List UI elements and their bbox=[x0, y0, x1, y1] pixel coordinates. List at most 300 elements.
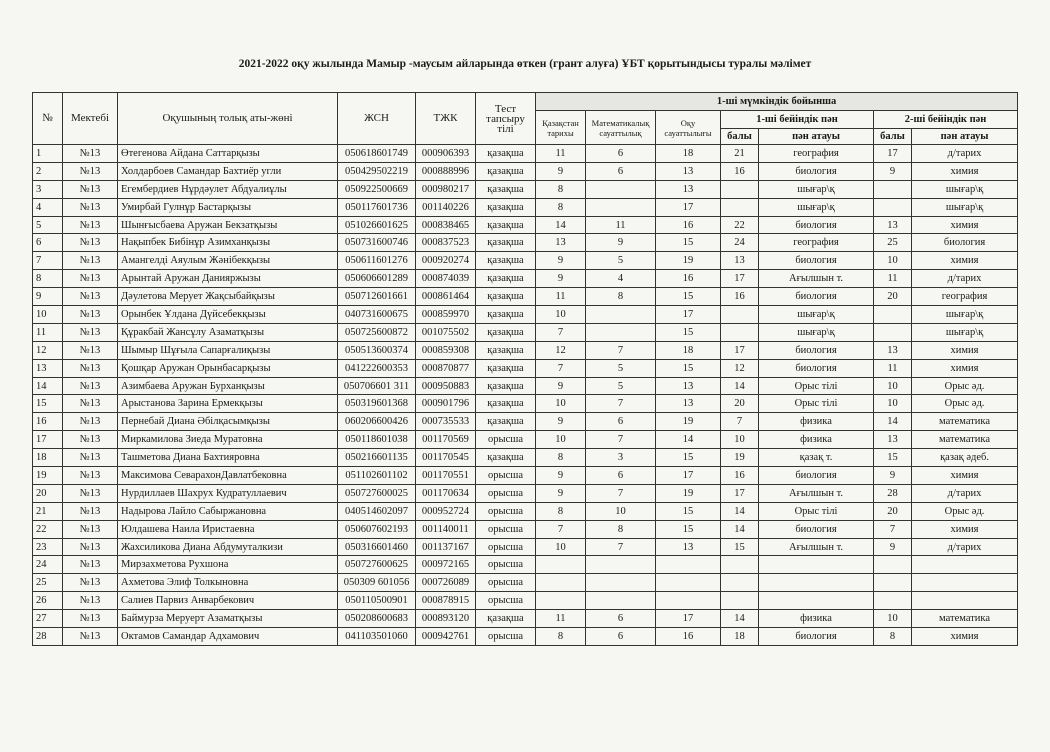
cell-reading: 13 bbox=[656, 538, 721, 556]
cell-jsn: 050110500901 bbox=[338, 592, 416, 610]
cell-math: 7 bbox=[586, 484, 656, 502]
cell-school: №13 bbox=[63, 198, 118, 216]
cell-score2: 9 bbox=[874, 467, 912, 485]
cell-school: №13 bbox=[63, 234, 118, 252]
cell-math: 6 bbox=[586, 145, 656, 163]
cell-reading: 15 bbox=[656, 234, 721, 252]
cell-math: 6 bbox=[586, 467, 656, 485]
cell-fullname: Қошқар Аружан Орынбасарқызы bbox=[118, 359, 338, 377]
cell-history: 11 bbox=[536, 610, 586, 628]
cell-score1: 14 bbox=[721, 520, 759, 538]
cell-fullname: Баймурза Меруерт Азаматқызы bbox=[118, 610, 338, 628]
table-row bbox=[33, 306, 1018, 324]
cell-math: 5 bbox=[586, 252, 656, 270]
cell-subject1: биология bbox=[759, 162, 874, 180]
cell-subject2: химия bbox=[912, 162, 1018, 180]
cell-history: 10 bbox=[536, 395, 586, 413]
cell-math: 8 bbox=[586, 288, 656, 306]
cell-num: 23 bbox=[33, 538, 63, 556]
table-row bbox=[33, 252, 1018, 270]
cell-num: 4 bbox=[33, 198, 63, 216]
cell-reading: 16 bbox=[656, 628, 721, 646]
cell-lang: орысша bbox=[476, 520, 536, 538]
cell-lang: қазақша bbox=[476, 162, 536, 180]
cell-subject2 bbox=[912, 574, 1018, 592]
cell-reading: 18 bbox=[656, 341, 721, 359]
table-row bbox=[33, 502, 1018, 520]
cell-score2: 10 bbox=[874, 610, 912, 628]
cell-history bbox=[536, 574, 586, 592]
cell-subject1: география bbox=[759, 145, 874, 163]
cell-jsn: 050316601460 bbox=[338, 538, 416, 556]
cell-score1: 22 bbox=[721, 216, 759, 234]
cell-subject1: география bbox=[759, 234, 874, 252]
cell-subject1 bbox=[759, 574, 874, 592]
cell-jsn: 050513600374 bbox=[338, 341, 416, 359]
cell-subject2 bbox=[912, 556, 1018, 574]
cell-score2: 10 bbox=[874, 252, 912, 270]
header-tjk: ТЖК bbox=[416, 93, 476, 145]
cell-school: №13 bbox=[63, 252, 118, 270]
cell-fullname: Өтегенова Айдана Саттарқызы bbox=[118, 145, 338, 163]
cell-history: 9 bbox=[536, 252, 586, 270]
cell-subject2: д/тарих bbox=[912, 270, 1018, 288]
cell-tjk: 000906393 bbox=[416, 145, 476, 163]
cell-score2 bbox=[874, 323, 912, 341]
cell-school: №13 bbox=[63, 162, 118, 180]
cell-score1 bbox=[721, 306, 759, 324]
cell-score2: 10 bbox=[874, 395, 912, 413]
cell-math: 9 bbox=[586, 234, 656, 252]
cell-subject1: биология bbox=[759, 216, 874, 234]
cell-subject2: химия bbox=[912, 216, 1018, 234]
cell-jsn: 050429502219 bbox=[338, 162, 416, 180]
cell-score1: 16 bbox=[721, 288, 759, 306]
cell-lang: қазақша bbox=[476, 306, 536, 324]
cell-school: №13 bbox=[63, 216, 118, 234]
cell-tjk: 001170551 bbox=[416, 467, 476, 485]
cell-jsn: 050712601661 bbox=[338, 288, 416, 306]
cell-score1: 16 bbox=[721, 467, 759, 485]
cell-score2: 9 bbox=[874, 538, 912, 556]
cell-school: №13 bbox=[63, 556, 118, 574]
cell-history: 10 bbox=[536, 306, 586, 324]
cell-reading: 13 bbox=[656, 395, 721, 413]
header-school: Мектебі bbox=[63, 93, 118, 145]
cell-num: 20 bbox=[33, 484, 63, 502]
cell-history: 9 bbox=[536, 484, 586, 502]
cell-tjk: 001075502 bbox=[416, 323, 476, 341]
cell-lang: қазақша bbox=[476, 288, 536, 306]
table-body bbox=[33, 145, 1018, 646]
cell-reading: 17 bbox=[656, 198, 721, 216]
cell-jsn: 050208600683 bbox=[338, 610, 416, 628]
cell-lang: қазақша bbox=[476, 413, 536, 431]
cell-subject1: қазақ т. bbox=[759, 449, 874, 467]
cell-num: 1 bbox=[33, 145, 63, 163]
cell-jsn: 041222600353 bbox=[338, 359, 416, 377]
cell-school: №13 bbox=[63, 592, 118, 610]
cell-reading bbox=[656, 556, 721, 574]
cell-lang: орысша bbox=[476, 484, 536, 502]
cell-subject1 bbox=[759, 592, 874, 610]
table-row bbox=[33, 556, 1018, 574]
cell-subject1: Орыс тілі bbox=[759, 395, 874, 413]
cell-fullname: Юлдашева Наила Иристаевна bbox=[118, 520, 338, 538]
cell-history: 8 bbox=[536, 198, 586, 216]
cell-math: 3 bbox=[586, 449, 656, 467]
cell-school: №13 bbox=[63, 359, 118, 377]
cell-subject2: шығар\қ bbox=[912, 198, 1018, 216]
cell-num: 12 bbox=[33, 341, 63, 359]
cell-math bbox=[586, 574, 656, 592]
cell-lang: орысша bbox=[476, 538, 536, 556]
cell-history: 7 bbox=[536, 323, 586, 341]
cell-subject2: химия bbox=[912, 628, 1018, 646]
cell-subject1: биология bbox=[759, 628, 874, 646]
cell-subject1 bbox=[759, 556, 874, 574]
cell-tjk: 000952724 bbox=[416, 502, 476, 520]
table-row bbox=[33, 484, 1018, 502]
cell-subject1: физика bbox=[759, 610, 874, 628]
cell-math bbox=[586, 323, 656, 341]
cell-jsn: 050117601736 bbox=[338, 198, 416, 216]
cell-reading: 15 bbox=[656, 520, 721, 538]
cell-tjk: 001140226 bbox=[416, 198, 476, 216]
cell-subject1: Орыс тілі bbox=[759, 377, 874, 395]
cell-tjk: 000972165 bbox=[416, 556, 476, 574]
cell-num: 6 bbox=[33, 234, 63, 252]
cell-num: 18 bbox=[33, 449, 63, 467]
cell-score2: 13 bbox=[874, 216, 912, 234]
cell-tjk: 000874039 bbox=[416, 270, 476, 288]
cell-history: 8 bbox=[536, 180, 586, 198]
table-row bbox=[33, 216, 1018, 234]
cell-tjk: 000980217 bbox=[416, 180, 476, 198]
cell-score2 bbox=[874, 556, 912, 574]
cell-school: №13 bbox=[63, 520, 118, 538]
cell-history bbox=[536, 556, 586, 574]
cell-fullname: Жахсиликова Диана Абдумуталкизи bbox=[118, 538, 338, 556]
table-row bbox=[33, 628, 1018, 646]
table-row bbox=[33, 198, 1018, 216]
table-row bbox=[33, 270, 1018, 288]
cell-fullname: Егембердиев Нұрдәулет Абдуалиұлы bbox=[118, 180, 338, 198]
cell-score2: 13 bbox=[874, 341, 912, 359]
cell-subject1: шығар\қ bbox=[759, 306, 874, 324]
cell-score1 bbox=[721, 592, 759, 610]
cell-history: 9 bbox=[536, 467, 586, 485]
cell-reading: 17 bbox=[656, 467, 721, 485]
cell-subject2: математика bbox=[912, 610, 1018, 628]
cell-school: №13 bbox=[63, 574, 118, 592]
cell-score1: 17 bbox=[721, 341, 759, 359]
cell-subject2: д/тарих bbox=[912, 484, 1018, 502]
cell-tjk: 000861464 bbox=[416, 288, 476, 306]
cell-score1: 16 bbox=[721, 162, 759, 180]
cell-school: №13 bbox=[63, 341, 118, 359]
cell-reading: 16 bbox=[656, 270, 721, 288]
cell-jsn: 050618601749 bbox=[338, 145, 416, 163]
cell-subject2: д/тарих bbox=[912, 145, 1018, 163]
cell-school: №13 bbox=[63, 395, 118, 413]
cell-math bbox=[586, 592, 656, 610]
cell-tjk: 000837523 bbox=[416, 234, 476, 252]
cell-reading bbox=[656, 592, 721, 610]
cell-school: №13 bbox=[63, 628, 118, 646]
cell-score2: 11 bbox=[874, 359, 912, 377]
cell-subject2: Орыс әд. bbox=[912, 502, 1018, 520]
table-row bbox=[33, 234, 1018, 252]
table-row bbox=[33, 395, 1018, 413]
cell-score1: 17 bbox=[721, 270, 759, 288]
table-row bbox=[33, 377, 1018, 395]
cell-math: 6 bbox=[586, 628, 656, 646]
cell-lang: қазақша bbox=[476, 610, 536, 628]
cell-jsn: 050606601289 bbox=[338, 270, 416, 288]
cell-score1: 21 bbox=[721, 145, 759, 163]
cell-lang: орысша bbox=[476, 556, 536, 574]
cell-math bbox=[586, 180, 656, 198]
cell-tjk: 000838465 bbox=[416, 216, 476, 234]
cell-reading: 13 bbox=[656, 162, 721, 180]
cell-subject1: биология bbox=[759, 341, 874, 359]
cell-score2: 13 bbox=[874, 431, 912, 449]
cell-score2: 17 bbox=[874, 145, 912, 163]
results-table bbox=[32, 92, 1018, 646]
cell-num: 19 bbox=[33, 467, 63, 485]
cell-fullname: Шынғысбаева Аружан Бекзатқызы bbox=[118, 216, 338, 234]
cell-subject2: Орыс әд. bbox=[912, 395, 1018, 413]
cell-score2: 20 bbox=[874, 288, 912, 306]
cell-subject1: Ағылшын т. bbox=[759, 538, 874, 556]
cell-score2: 15 bbox=[874, 449, 912, 467]
cell-subject2: шығар\қ bbox=[912, 180, 1018, 198]
cell-history: 12 bbox=[536, 341, 586, 359]
cell-score1 bbox=[721, 180, 759, 198]
cell-num: 13 bbox=[33, 359, 63, 377]
cell-subject2: химия bbox=[912, 359, 1018, 377]
cell-history: 8 bbox=[536, 449, 586, 467]
cell-history bbox=[536, 592, 586, 610]
cell-subject2: қазақ әдеб. bbox=[912, 449, 1018, 467]
cell-tjk: 000726089 bbox=[416, 574, 476, 592]
cell-tjk: 001137167 bbox=[416, 538, 476, 556]
page-title: 2021-2022 оқу жылында Мамыр -маусым айларында өткен (грант алуға) ҰБТ қорытындысы туралы мәлімет bbox=[238, 58, 812, 70]
cell-fullname: Умирбай Гулнұр Бастарқызы bbox=[118, 198, 338, 216]
cell-school: №13 bbox=[63, 377, 118, 395]
cell-num: 24 bbox=[33, 556, 63, 574]
cell-score2: 20 bbox=[874, 502, 912, 520]
cell-score1: 17 bbox=[721, 484, 759, 502]
cell-math bbox=[586, 198, 656, 216]
cell-tjk: 000859308 bbox=[416, 341, 476, 359]
cell-math: 5 bbox=[586, 359, 656, 377]
table-row bbox=[33, 431, 1018, 449]
cell-history: 7 bbox=[536, 520, 586, 538]
cell-num: 26 bbox=[33, 592, 63, 610]
cell-tjk: 000735533 bbox=[416, 413, 476, 431]
cell-jsn: 050725600872 bbox=[338, 323, 416, 341]
cell-math: 4 bbox=[586, 270, 656, 288]
cell-lang: орысша bbox=[476, 502, 536, 520]
cell-subject2: Орыс әд. bbox=[912, 377, 1018, 395]
cell-school: №13 bbox=[63, 323, 118, 341]
cell-subject2: математика bbox=[912, 431, 1018, 449]
cell-reading: 19 bbox=[656, 252, 721, 270]
cell-history: 13 bbox=[536, 234, 586, 252]
cell-reading: 13 bbox=[656, 377, 721, 395]
cell-tjk: 000870877 bbox=[416, 359, 476, 377]
cell-num: 7 bbox=[33, 252, 63, 270]
cell-lang: қазақша bbox=[476, 234, 536, 252]
cell-subject2 bbox=[912, 592, 1018, 610]
cell-history: 14 bbox=[536, 216, 586, 234]
table-row bbox=[33, 180, 1018, 198]
cell-reading: 15 bbox=[656, 449, 721, 467]
cell-tjk: 000901796 bbox=[416, 395, 476, 413]
cell-jsn: 050706601 311 bbox=[338, 377, 416, 395]
header-math: Математикалық сауаттылық bbox=[586, 111, 656, 145]
cell-subject2: математика bbox=[912, 413, 1018, 431]
cell-school: №13 bbox=[63, 306, 118, 324]
cell-school: №13 bbox=[63, 538, 118, 556]
cell-history: 7 bbox=[536, 359, 586, 377]
cell-subject2: д/тарих bbox=[912, 538, 1018, 556]
cell-subject2: химия bbox=[912, 520, 1018, 538]
cell-math: 7 bbox=[586, 538, 656, 556]
cell-reading: 15 bbox=[656, 502, 721, 520]
header-profile1: 1-ші бейіндік пән bbox=[721, 111, 874, 129]
cell-num: 16 bbox=[33, 413, 63, 431]
cell-subject1: Ағылшын т. bbox=[759, 484, 874, 502]
cell-reading: 19 bbox=[656, 484, 721, 502]
cell-num: 22 bbox=[33, 520, 63, 538]
cell-tjk: 000888996 bbox=[416, 162, 476, 180]
cell-lang: орысша bbox=[476, 467, 536, 485]
cell-num: 2 bbox=[33, 162, 63, 180]
cell-score2 bbox=[874, 592, 912, 610]
cell-lang: қазақша bbox=[476, 341, 536, 359]
cell-score2: 9 bbox=[874, 162, 912, 180]
cell-fullname: Миркамилова Зиеда Муратовна bbox=[118, 431, 338, 449]
cell-fullname: Максимова СеварахонДавлатбековна bbox=[118, 467, 338, 485]
cell-jsn: 040731600675 bbox=[338, 306, 416, 324]
cell-school: №13 bbox=[63, 502, 118, 520]
cell-reading: 17 bbox=[656, 610, 721, 628]
cell-score1 bbox=[721, 556, 759, 574]
cell-subject1: шығар\қ bbox=[759, 180, 874, 198]
cell-score2 bbox=[874, 306, 912, 324]
cell-reading bbox=[656, 574, 721, 592]
table-row bbox=[33, 413, 1018, 431]
cell-tjk: 000950883 bbox=[416, 377, 476, 395]
cell-fullname: Құракбай Жансұлу Азаматқызы bbox=[118, 323, 338, 341]
cell-reading: 16 bbox=[656, 216, 721, 234]
cell-fullname: Арынтай Аружан Данияржызы bbox=[118, 270, 338, 288]
cell-score1 bbox=[721, 323, 759, 341]
header-fullname: Оқушының толық аты-жөні bbox=[118, 93, 338, 145]
cell-subject1: биология bbox=[759, 252, 874, 270]
cell-num: 28 bbox=[33, 628, 63, 646]
cell-fullname: Азимбаева Аружан Бурханқызы bbox=[118, 377, 338, 395]
cell-score2: 8 bbox=[874, 628, 912, 646]
cell-subject1: биология bbox=[759, 467, 874, 485]
cell-lang: қазақша bbox=[476, 198, 536, 216]
cell-lang: қазақша bbox=[476, 323, 536, 341]
cell-subject1: биология bbox=[759, 288, 874, 306]
header-score2: балы bbox=[874, 129, 912, 145]
cell-lang: қазақша bbox=[476, 180, 536, 198]
cell-history: 9 bbox=[536, 377, 586, 395]
cell-num: 9 bbox=[33, 288, 63, 306]
cell-score2 bbox=[874, 180, 912, 198]
cell-tjk: 000893120 bbox=[416, 610, 476, 628]
cell-score1: 14 bbox=[721, 610, 759, 628]
cell-score2: 11 bbox=[874, 270, 912, 288]
cell-math bbox=[586, 556, 656, 574]
table-row bbox=[33, 341, 1018, 359]
cell-reading: 18 bbox=[656, 145, 721, 163]
cell-fullname: Салиев Парвиз Анварбекович bbox=[118, 592, 338, 610]
cell-fullname: Пернебай Диана Әбілқасымқызы bbox=[118, 413, 338, 431]
cell-score1: 12 bbox=[721, 359, 759, 377]
table-row bbox=[33, 449, 1018, 467]
cell-score1: 14 bbox=[721, 377, 759, 395]
cell-subject1: шығар\қ bbox=[759, 198, 874, 216]
header-subject2: пән атауы bbox=[912, 129, 1018, 145]
cell-lang: қазақша bbox=[476, 449, 536, 467]
table-row bbox=[33, 538, 1018, 556]
cell-fullname: Дәулетова Мерует Жақсыбайқызы bbox=[118, 288, 338, 306]
cell-math: 10 bbox=[586, 502, 656, 520]
table-row bbox=[33, 323, 1018, 341]
cell-school: №13 bbox=[63, 484, 118, 502]
cell-school: №13 bbox=[63, 610, 118, 628]
cell-score2: 7 bbox=[874, 520, 912, 538]
cell-jsn: 050922500669 bbox=[338, 180, 416, 198]
cell-num: 17 bbox=[33, 431, 63, 449]
cell-lang: қазақша bbox=[476, 359, 536, 377]
cell-subject1: Ағылшын т. bbox=[759, 270, 874, 288]
cell-fullname: Шымыр Шұғыла Сапарғалиқызы bbox=[118, 341, 338, 359]
cell-num: 3 bbox=[33, 180, 63, 198]
cell-score1 bbox=[721, 574, 759, 592]
cell-history: 11 bbox=[536, 145, 586, 163]
cell-math: 11 bbox=[586, 216, 656, 234]
cell-reading: 15 bbox=[656, 359, 721, 377]
cell-jsn: 051026601625 bbox=[338, 216, 416, 234]
cell-num: 8 bbox=[33, 270, 63, 288]
table-row bbox=[33, 520, 1018, 538]
cell-school: №13 bbox=[63, 288, 118, 306]
cell-history: 8 bbox=[536, 502, 586, 520]
cell-tjk: 001170634 bbox=[416, 484, 476, 502]
header-lang: Тест тапсыру тілі bbox=[476, 93, 536, 145]
cell-subject1: биология bbox=[759, 359, 874, 377]
cell-jsn: 050731600746 bbox=[338, 234, 416, 252]
cell-jsn: 050118601038 bbox=[338, 431, 416, 449]
cell-math: 6 bbox=[586, 162, 656, 180]
cell-score1: 24 bbox=[721, 234, 759, 252]
cell-tjk: 000920274 bbox=[416, 252, 476, 270]
cell-subject2: химия bbox=[912, 467, 1018, 485]
table-row bbox=[33, 288, 1018, 306]
cell-lang: қазақша bbox=[476, 377, 536, 395]
cell-subject2: география bbox=[912, 288, 1018, 306]
cell-math bbox=[586, 306, 656, 324]
table-row bbox=[33, 467, 1018, 485]
